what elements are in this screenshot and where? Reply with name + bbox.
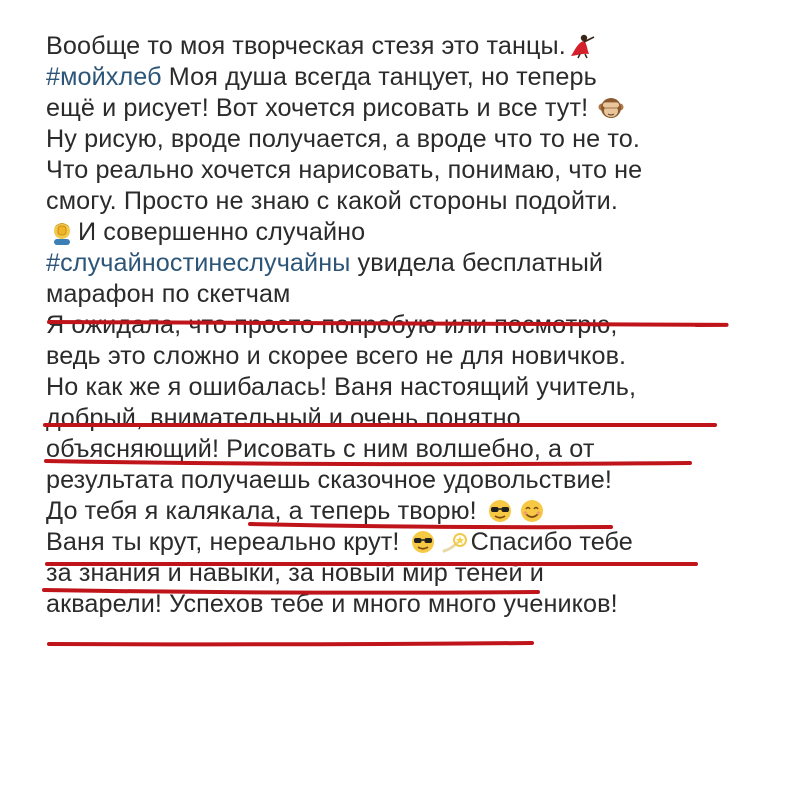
caption-line-6: смогу. Просто не знаю с какой стороны подойти. <box>46 187 618 215</box>
caption-line-11: ведь это сложно и скорее всего не для новичков. <box>46 342 627 370</box>
caption-line-10: Я ожидала, что просто попробую или посмотрю, <box>46 311 618 339</box>
dancer-icon <box>568 33 596 59</box>
caption-line-9: марафон по скетчам <box>46 280 291 308</box>
cropped-area <box>0 702 800 800</box>
sunglasses-face-icon <box>409 529 437 555</box>
caption-line-13: добрый, внимательный и очень понятно <box>46 404 521 432</box>
smiling-face-icon <box>518 498 546 524</box>
caption-line-15: результата получаешь сказочное удовольствие! <box>46 466 612 494</box>
caption-line-2: #мойхлеб Моя душа всегда танцует, но теперь <box>46 63 597 91</box>
hashtag-moykhleb[interactable]: #мойхлеб <box>46 63 162 91</box>
underline-7 <box>49 643 532 644</box>
caption-line-1: Вообще то моя творческая стезя это танцы. <box>46 31 766 62</box>
dizzy-icon <box>441 529 469 555</box>
post-caption <box>46 31 766 620</box>
sunglasses-face-icon <box>486 498 514 524</box>
caption-line-3: ещё и рисует! Вот хочется рисовать и все тут! <box>46 93 766 124</box>
caption-line-7: И совершенно случайно <box>46 217 766 248</box>
caption-line-14: объясняющий! Рисовать с ним волшебно, а от <box>46 435 595 463</box>
caption-line-19: акварели! Успехов тебе и много много учеников! <box>46 590 618 618</box>
hashtag-sluchaynostinesluchayny[interactable]: #случайностинеслучайны <box>46 249 351 277</box>
caption-line-8: #случайностинеслучайны увидела бесплатный <box>46 249 604 277</box>
caption-line-18: за знания и навыки, за новый мир теней и <box>46 559 544 587</box>
caption-line-12: Но как же я ошибалась! Ваня настоящий учитель, <box>46 373 637 401</box>
caption-line-16: До тебя я калякала, а теперь творю! <box>46 496 766 527</box>
caption-line-4: Ну рисую, вроде получается, а вроде что то не то. <box>46 125 640 153</box>
person-facepalming-icon <box>48 219 76 245</box>
caption-line-5: Что реально хочется нарисовать, понимаю, что не <box>46 156 643 184</box>
caption-line-17: Ваня ты крут, нереально крут! Спасибо тебе <box>46 528 633 556</box>
see-no-evil-monkey-icon <box>597 95 625 121</box>
